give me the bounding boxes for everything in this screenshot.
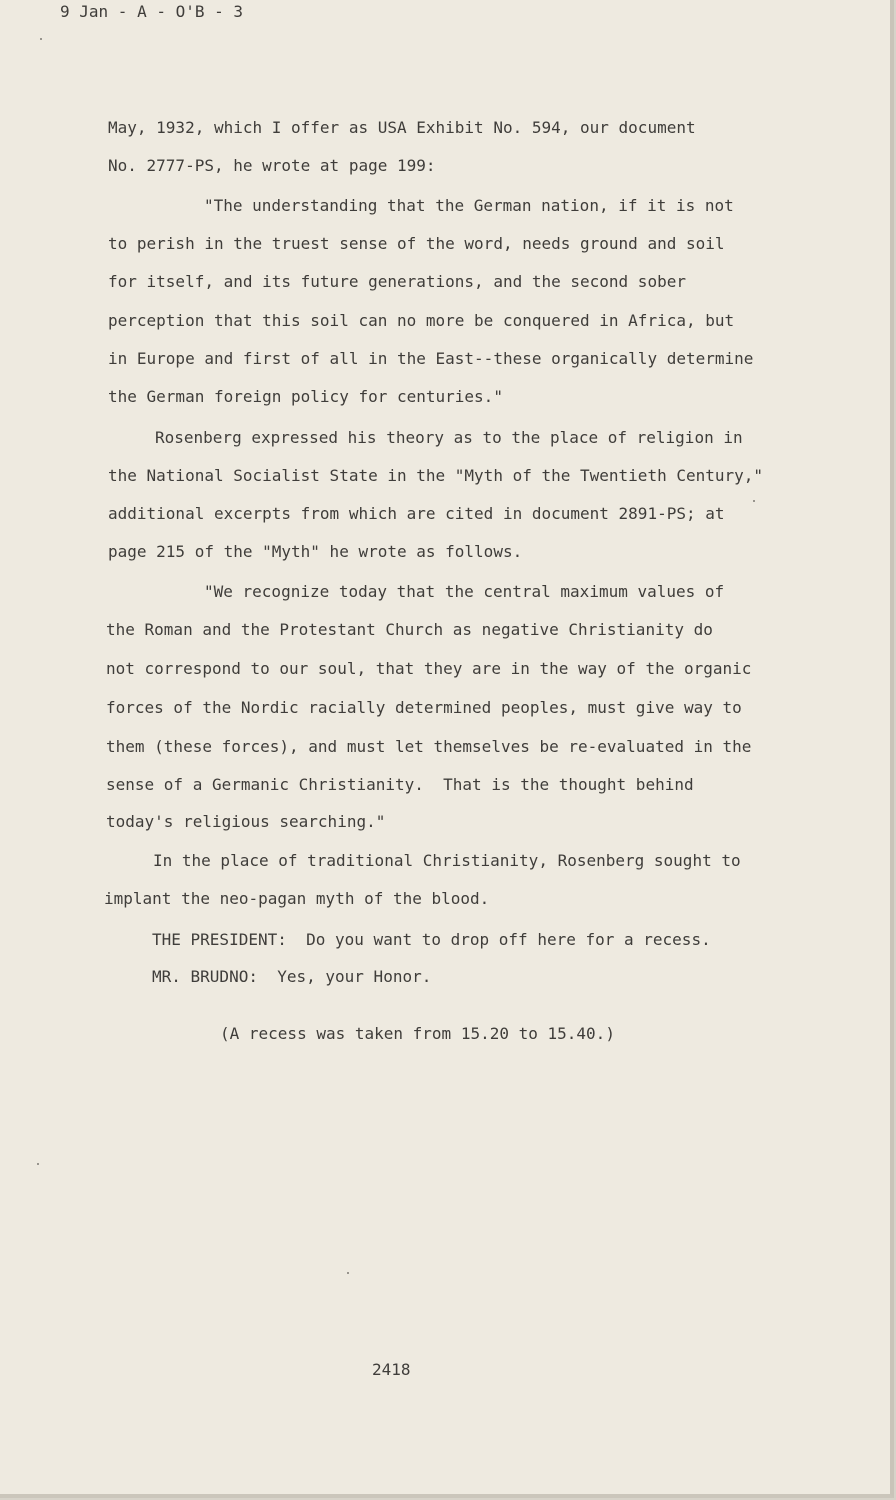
ink-speck: [347, 1272, 349, 1274]
text-line: In the place of traditional Christianity, Rosenberg sought to: [153, 851, 741, 870]
quote-line: forces of the Nordic racially determined peoples, must give way to: [106, 698, 742, 717]
text-line: implant the neo-pagan myth of the blood.: [104, 889, 490, 908]
quote-line: for itself, and its future generations, and the second sober: [108, 272, 686, 291]
quote-line: sense of a Germanic Christianity. That is the thought behind: [106, 775, 694, 794]
quote-line: not correspond to our soul, that they are in the way of the organic: [106, 659, 752, 678]
dialogue-line: THE PRESIDENT: Do you want to drop off here for a recess.: [152, 930, 711, 949]
page-number: 2418: [372, 1360, 411, 1379]
text-line: Rosenberg expressed his theory as to the place of religion in: [155, 428, 743, 447]
recess-note: (A recess was taken from 15.20 to 15.40.): [220, 1024, 615, 1043]
dialogue-line: MR. BRUDNO: Yes, your Honor.: [152, 967, 432, 986]
page-header: 9 Jan - A - O'B - 3: [60, 2, 244, 21]
text-line: No. 2777-PS, he wrote at page 199:: [108, 156, 436, 175]
quote-line: "We recognize today that the central maximum values of: [204, 582, 725, 601]
text-line: the National Socialist State in the "Myth of the Twentieth Century,": [108, 466, 764, 485]
quote-line: the German foreign policy for centuries.": [108, 387, 503, 406]
ink-speck: [37, 1163, 39, 1165]
text-line: page 215 of the "Myth" he wrote as follows.: [108, 542, 523, 561]
quote-line: today's religious searching.": [106, 812, 386, 831]
ink-speck: [753, 500, 755, 502]
ink-speck: [40, 38, 42, 40]
quote-line: in Europe and first of all in the East--these organically determine: [108, 349, 754, 368]
quote-line: "The understanding that the German nation, if it is not: [204, 196, 734, 215]
quote-line: the Roman and the Protestant Church as negative Christianity do: [106, 620, 713, 639]
quote-line: to perish in the truest sense of the word, needs ground and soil: [108, 234, 725, 253]
text-line: May, 1932, which I offer as USA Exhibit No. 594, our document: [108, 118, 696, 137]
text-line: additional excerpts from which are cited in document 2891-PS; at: [108, 504, 725, 523]
quote-line: perception that this soil can no more be conquered in Africa, but: [108, 311, 735, 330]
quote-line: them (these forces), and must let themselves be re-evaluated in the: [106, 737, 752, 756]
